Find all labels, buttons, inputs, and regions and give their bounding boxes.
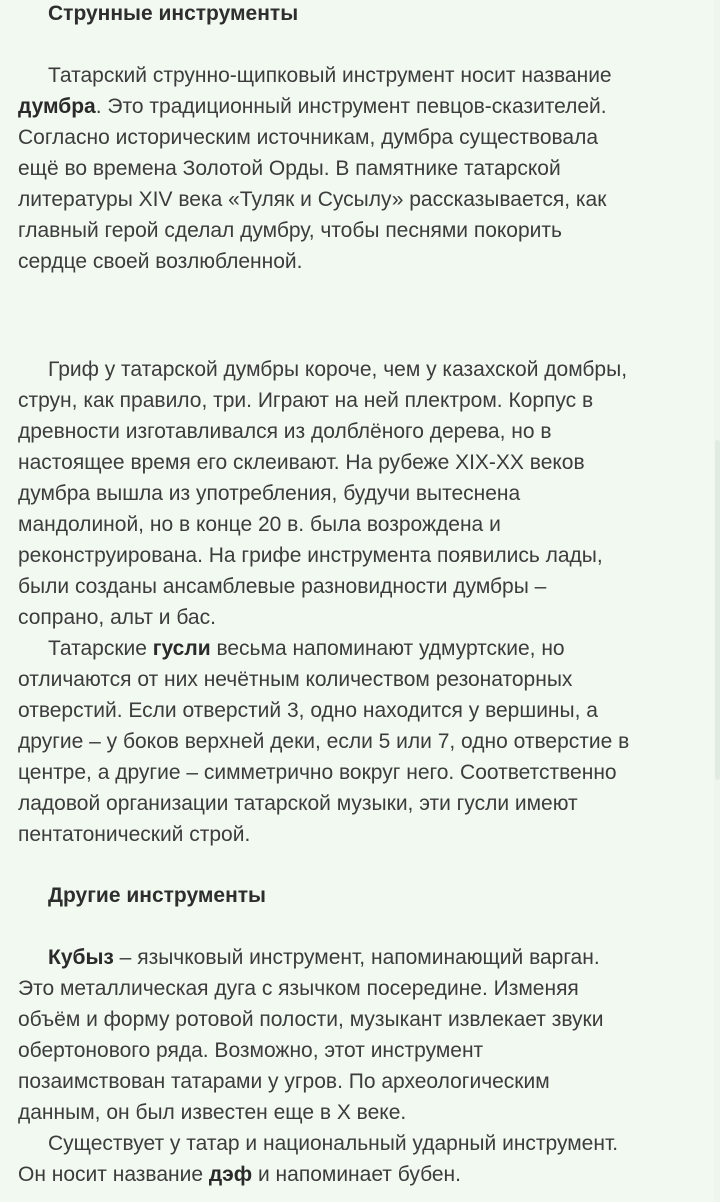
text-line [18, 416, 708, 447]
text-line [18, 385, 708, 416]
scrollbar-track[interactable] [714, 0, 720, 1202]
text-line [18, 60, 708, 91]
text-run: Татарский струнно-щипковый инструмент носит название [48, 64, 612, 87]
text-run: главный герой сделал думбру, чтобы песнями покорить [18, 219, 562, 242]
text-run: думбра вышла из употребления, будучи вытеснена [18, 482, 521, 505]
text-run: литературы XIV века «Туляк и Сусылу» рассказывается, как [18, 188, 607, 211]
text-run: отверстий. Если отверстий 3, одно находится у вершины, а [18, 699, 598, 722]
text-line [18, 246, 708, 277]
text-line [18, 695, 708, 726]
text-line [18, 571, 708, 602]
text-line [18, 354, 708, 385]
text-run: отличаются от них нечётным количеством резонаторных [18, 668, 573, 691]
text-line [18, 215, 708, 246]
text-line [18, 509, 708, 540]
text-run: Согласно историческим источникам, думбра существовала [18, 126, 599, 149]
section-heading-other: Другие инструменты [48, 884, 266, 907]
paragraph-gusli [18, 633, 708, 850]
text-line [18, 153, 708, 184]
bold-term: Кубыз [48, 946, 114, 969]
text-run: Он носит название [18, 1163, 209, 1186]
text-run: . Это традиционный инструмент певцов-сказителей. [95, 95, 607, 118]
text-line [18, 540, 708, 571]
text-run: обертонового ряда. Возможно, этот инструмент [18, 1039, 484, 1062]
text-line [18, 602, 708, 633]
text-run: пентатонический строй. [18, 823, 251, 846]
text-run: Это металлическая дуга с язычком посередине. Изменяя [18, 977, 579, 1000]
text-line [18, 726, 708, 757]
text-line [18, 184, 708, 215]
paragraph-def [18, 1128, 708, 1190]
text-line [18, 664, 708, 695]
text-run: весьма напоминают удмуртские, но [210, 637, 565, 660]
bold-term: думбра [18, 95, 96, 118]
text-run: мандолиной, но в конце 20 в. была возрождена и [18, 513, 501, 536]
text-line [18, 757, 708, 788]
text-line [18, 788, 708, 819]
bold-term: гусли [152, 637, 211, 660]
text-line [18, 942, 708, 973]
text-run: были созданы ансамблевые разновидности думбры – [18, 575, 547, 598]
text-line [18, 1035, 708, 1066]
paragraph-dumbra-details [18, 354, 708, 633]
text-run: сопрано, альт и бас. [18, 606, 216, 629]
scrollbar-thumb[interactable] [715, 440, 720, 780]
text-run: ладовой организации татарской музыки, эти гусли имеют [18, 792, 578, 815]
text-run: древности изготавливался из долблёного дерева, но в [18, 420, 552, 443]
text-run: и напоминает бубен. [252, 1163, 461, 1186]
section-heading-strings: Струнные инструменты [48, 2, 299, 25]
text-line [18, 819, 708, 850]
text-run: данным, он был известен еще в X веке. [18, 1101, 407, 1124]
text-run: настоящее время его склеивают. На рубеже XIX-XX веков [18, 451, 585, 474]
text-run: струн, как правило, три. Играют на ней плектром. Корпус в [18, 389, 594, 412]
text-line [18, 478, 708, 509]
text-line [18, 633, 708, 664]
text-line [18, 447, 708, 478]
text-run: – язычковый инструмент, напоминающий варган. [113, 946, 600, 969]
text-run: другие – у боков верхней деки, если 5 или 7, одно отверстие в [18, 730, 630, 753]
text-line [18, 1097, 708, 1128]
text-line [18, 973, 708, 1004]
text-run: объём и форму ротовой полости, музыкант извлекает звуки [18, 1008, 604, 1031]
paragraph-kubyz [18, 942, 708, 1128]
text-run: ещё во времена Золотой Орды. В памятнике татарской [18, 157, 561, 180]
text-run: Существует у татар и национальный ударный инструмент. [48, 1132, 619, 1155]
text-run: Гриф у татарской думбры короче, чем у казахской домбры, [48, 358, 628, 381]
text-line [18, 1004, 708, 1035]
paragraph-dumbra-intro [18, 60, 708, 277]
text-run: сердце своей возлюбленной. [18, 250, 303, 273]
text-line [18, 122, 708, 153]
text-run: центре, а другие – симметрично вокруг него. Соответственно [18, 761, 617, 784]
text-run: позаимствован татарами у угров. По археологическим [18, 1070, 550, 1093]
text-line [18, 1066, 708, 1097]
text-line [18, 91, 708, 122]
text-run: реконструирована. На грифе инструмента появились лады, [18, 544, 603, 567]
text-line [18, 1159, 708, 1190]
text-line [18, 1128, 708, 1159]
bold-term: дэф [208, 1163, 253, 1186]
text-run: Татарские [48, 637, 153, 660]
